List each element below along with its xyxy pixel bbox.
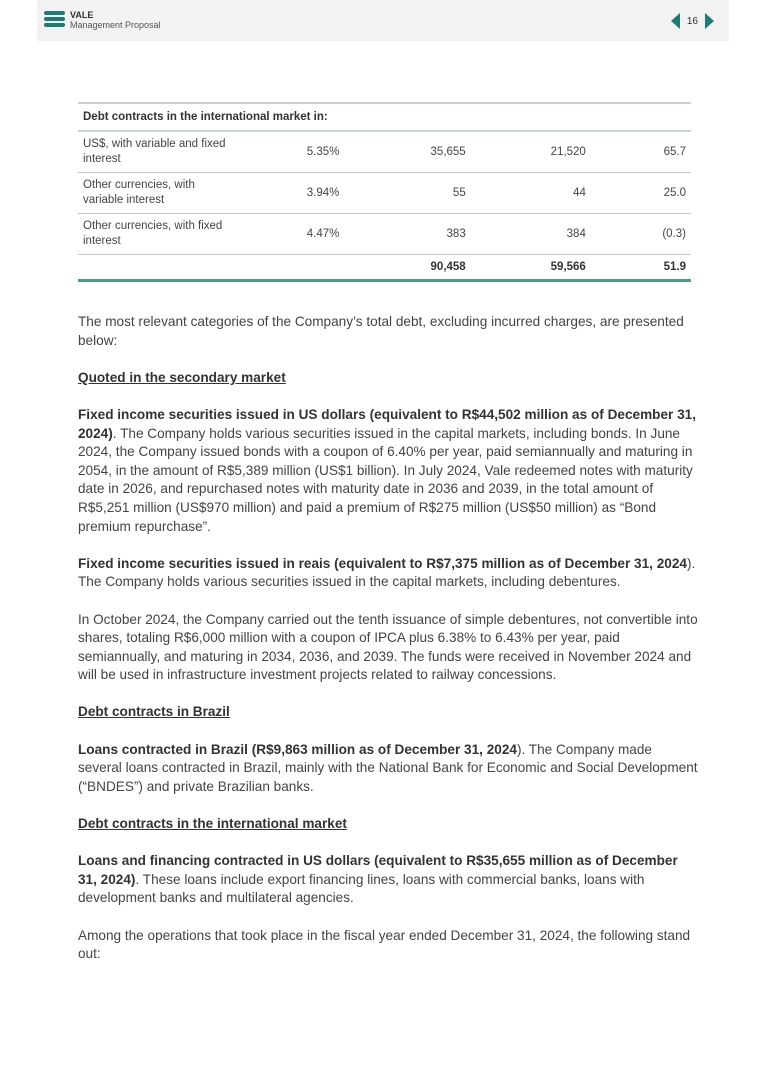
table-row <box>78 131 691 173</box>
paragraph-lead: Fixed income securities issued in reais (equivalent to R$7,375 million as of December 31, 2024 <box>78 555 687 571</box>
row-label: Other currencies, with variable interest <box>78 173 237 214</box>
paragraph-text: ). The Company holds various securities issued in the capital markets, including debentures. <box>78 555 696 590</box>
heading-secondary-market: Quoted in the secondary market <box>78 369 286 385</box>
previous-page-icon[interactable] <box>671 13 680 29</box>
row-value-2: 21,520 <box>471 131 591 173</box>
paragraph-brazil-loans <box>78 741 698 797</box>
row-value-2: 44 <box>471 173 591 214</box>
table-row <box>78 173 691 214</box>
hamburger-menu-icon[interactable] <box>44 11 65 29</box>
total-rate-empty <box>237 255 344 281</box>
next-page-icon[interactable] <box>705 13 714 29</box>
paragraph-operations: Among the operations that took place in the fiscal year ended December 31, 2024, the following stand out: <box>78 927 691 962</box>
page-number: 16 <box>686 15 698 27</box>
document-body <box>78 313 698 982</box>
paragraph-lead: Loans and financing contracted in US dollars (equivalent to R$35,655 million as of December 31, 2024) <box>78 853 678 887</box>
row-value-2: 384 <box>471 214 591 255</box>
row-rate: 5.35% <box>237 131 344 173</box>
table-section-header: Debt contracts in the international market in: <box>78 103 691 131</box>
table-section-header-row <box>78 103 691 131</box>
page-navigation <box>671 13 714 29</box>
row-rate: 3.94% <box>237 173 344 214</box>
row-value-3: (0.3) <box>591 214 691 255</box>
paragraph-debentures: In October 2024, the Company carried out the tenth issuance of simple debentures, not convertible into shares, totaling R$6,000 million with a coupon of IPCA plus 6.38% to 6.43% per year, paid semiannually, and maturing in 2034, 2036, and 2039. The funds were received in November 2024 and will be used in infrastructure investment projects related to railway concessions. <box>78 611 698 683</box>
document-subtitle: Management Proposal <box>70 20 161 30</box>
paragraph-text: ). The Company made several loans contracted in Brazil, mainly with the National Bank for Economic and Social Development (“BNDES”) and private Brazilian banks. <box>78 741 698 794</box>
brand-block <box>70 10 161 30</box>
paragraph-lead: Loans contracted in Brazil (R$9,863 million as of December 31, 2024 <box>78 741 517 757</box>
row-rate: 4.47% <box>237 214 344 255</box>
row-value-3: 65.7 <box>591 131 691 173</box>
total-value-2: 59,566 <box>471 255 591 281</box>
paragraph-usd-loans <box>78 852 698 908</box>
total-value-1: 90,458 <box>344 255 470 281</box>
heading-international: Debt contracts in the international market <box>78 816 347 832</box>
paragraph-text: . These loans include export financing lines, loans with commercial banks, loans with development banks and multilateral agencies. <box>78 871 645 906</box>
paragraph-lead: Fixed income securities issued in US dollars (equivalent to R$44,502 million as of December 31, 2024) <box>78 406 696 441</box>
row-value-1: 55 <box>344 173 470 214</box>
row-value-3: 25.0 <box>591 173 691 214</box>
row-value-1: 383 <box>344 214 470 255</box>
document-header <box>37 0 729 41</box>
debt-table <box>78 102 691 282</box>
total-value-3: 51.9 <box>591 255 691 281</box>
table-row <box>78 214 691 255</box>
total-label-empty <box>78 255 237 281</box>
paragraph-usd-securities <box>78 406 698 536</box>
intro-paragraph: The most relevant categories of the Company’s total debt, excluding incurred charges, are presented below: <box>78 314 684 348</box>
heading-brazil: Debt contracts in Brazil <box>78 704 230 720</box>
brand-name: VALE <box>70 10 94 20</box>
row-label: US$, with variable and fixed interest <box>78 131 237 173</box>
row-value-1: 35,655 <box>344 131 470 173</box>
paragraph-reais-securities <box>78 555 698 592</box>
table-total-row <box>78 255 691 281</box>
paragraph-text: . The Company holds various securities issued in the capital markets, including bonds. In June 2024, the Company issued bonds with a coupon of 6.40% per year, paid semiannually and maturing in 2054, in the amount of R$5,389 million (US$1 billion). In July 2024, Vale redeemed notes with maturity date in 2026, and repurchased notes with maturity date in 2036 and 2039, in the total amount of R$5,251 million (US$970 million) and paid a premium of R$275 million (US$50 million) as “Bond premium repurchase”. <box>78 425 693 534</box>
row-label: Other currencies, with fixed interest <box>78 214 237 255</box>
